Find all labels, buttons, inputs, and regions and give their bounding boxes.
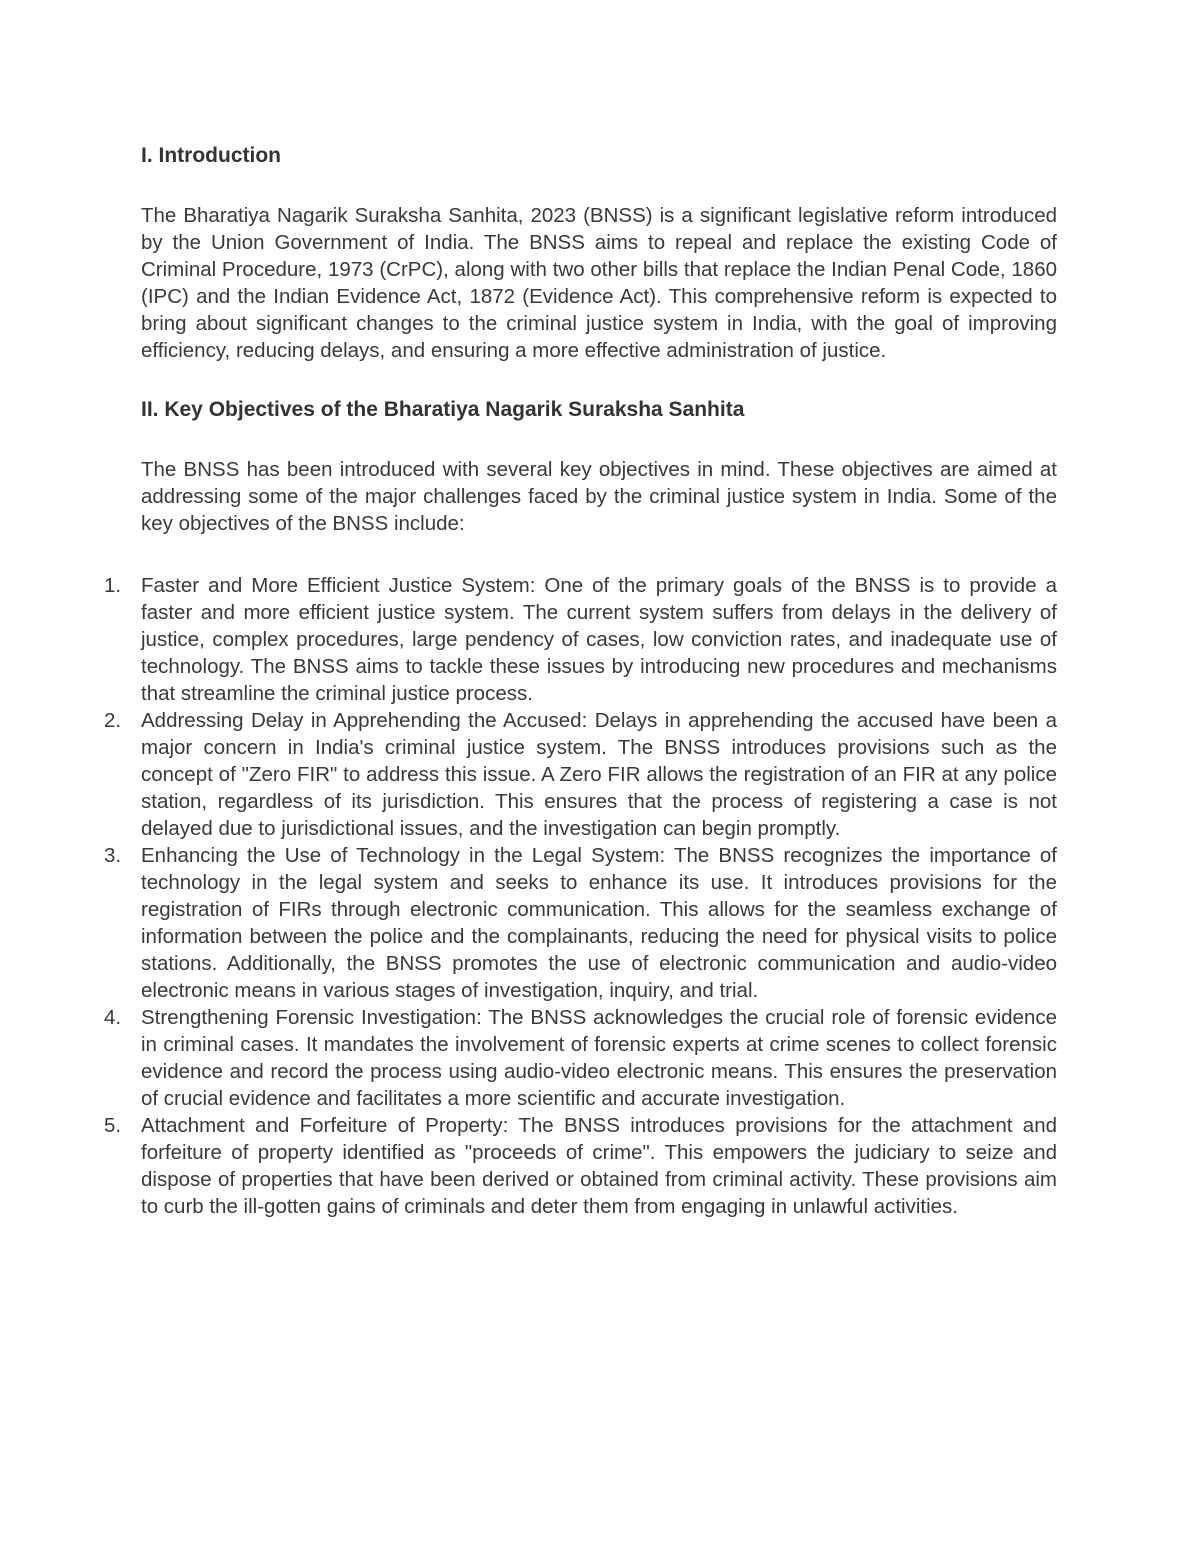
introduction-paragraph: The Bharatiya Nagarik Suraksha Sanhita, 2023 (BNSS) is a significant legislative reform introduced by the Union Government of India. The BNSS aims to repeal and replace the existing Code of Criminal Procedure, 1973 (CrPC), along with two other bills that replace the Indian Penal Code, 1860 (IPC) and the Indian Evidence Act, 1872 (Evidence Act). This comprehensive reform is expected to bring about significant changes to the criminal justice system in India, with the goal of improving efficiency, reducing delays, and ensuring a more effective administration of justice. [141, 204, 1057, 362]
list-item [104, 1112, 1057, 1220]
section-heading-key-objectives: II. Key Objectives of the Bharatiya Nagarik Suraksha Sanhita [141, 398, 745, 421]
list-item-number: 5. [104, 1114, 122, 1137]
list-item-number: 3. [104, 844, 122, 867]
list-item [104, 842, 1057, 1004]
list-item [104, 572, 1057, 707]
list-item [104, 1004, 1057, 1112]
list-item-text: Addressing Delay in Apprehending the Accused: Delays in apprehending the accused have been a major concern in India's criminal justice system. The BNSS introduces provisions such as the concept of "Zero FIR" to address this issue. A Zero FIR allows the registration of an FIR at any police station, regardless of its jurisdiction. This ensures that the process of registering a case is not delayed due to jurisdictional issues, and the investigation can begin promptly. [141, 709, 1057, 840]
list-item-text: Faster and More Efficient Justice System: One of the primary goals of the BNSS is to provide a faster and more efficient justice system. The current system suffers from delays in the delivery of justice, complex procedures, large pendency of cases, low conviction rates, and inadequate use of technology. The BNSS aims to tackle these issues by introducing new procedures and mechanisms that streamline the criminal justice process. [141, 574, 1057, 705]
document-page [104, 140, 1057, 1220]
section-heading-introduction: I. Introduction [141, 144, 281, 167]
list-item-number: 4. [104, 1006, 122, 1029]
list-item-number: 1. [104, 574, 122, 597]
key-objectives-paragraph: The BNSS has been introduced with several key objectives in mind. These objectives are aimed at addressing some of the major challenges faced by the criminal justice system in India. Some of the key objectives of the BNSS include: [141, 458, 1057, 535]
list-item-text: Strengthening Forensic Investigation: The BNSS acknowledges the crucial role of forensic evidence in criminal cases. It mandates the involvement of forensic experts at crime scenes to collect forensic evidence and record the process using audio-video electronic means. This ensures the preservation of crucial evidence and facilitates a more scientific and accurate investigation. [141, 1006, 1057, 1110]
objectives-list [104, 572, 1057, 1220]
list-item-number: 2. [104, 709, 122, 732]
list-item [104, 707, 1057, 842]
list-item-text: Attachment and Forfeiture of Property: The BNSS introduces provisions for the attachment and forfeiture of property identified as "proceeds of crime". This empowers the judiciary to seize and dispose of properties that have been derived or obtained from criminal activity. These provisions aim to curb the ill-gotten gains of criminals and deter them from engaging in unlawful activities. [141, 1114, 1057, 1218]
list-item-text: Enhancing the Use of Technology in the Legal System: The BNSS recognizes the importance of technology in the legal system and seeks to enhance its use. It introduces provisions for the registration of FIRs through electronic communication. This allows for the seamless exchange of information between the police and the complainants, reducing the need for physical visits to police stations. Additionally, the BNSS promotes the use of electronic communication and audio-video electronic means in various stages of investigation, inquiry, and trial. [141, 844, 1057, 1002]
